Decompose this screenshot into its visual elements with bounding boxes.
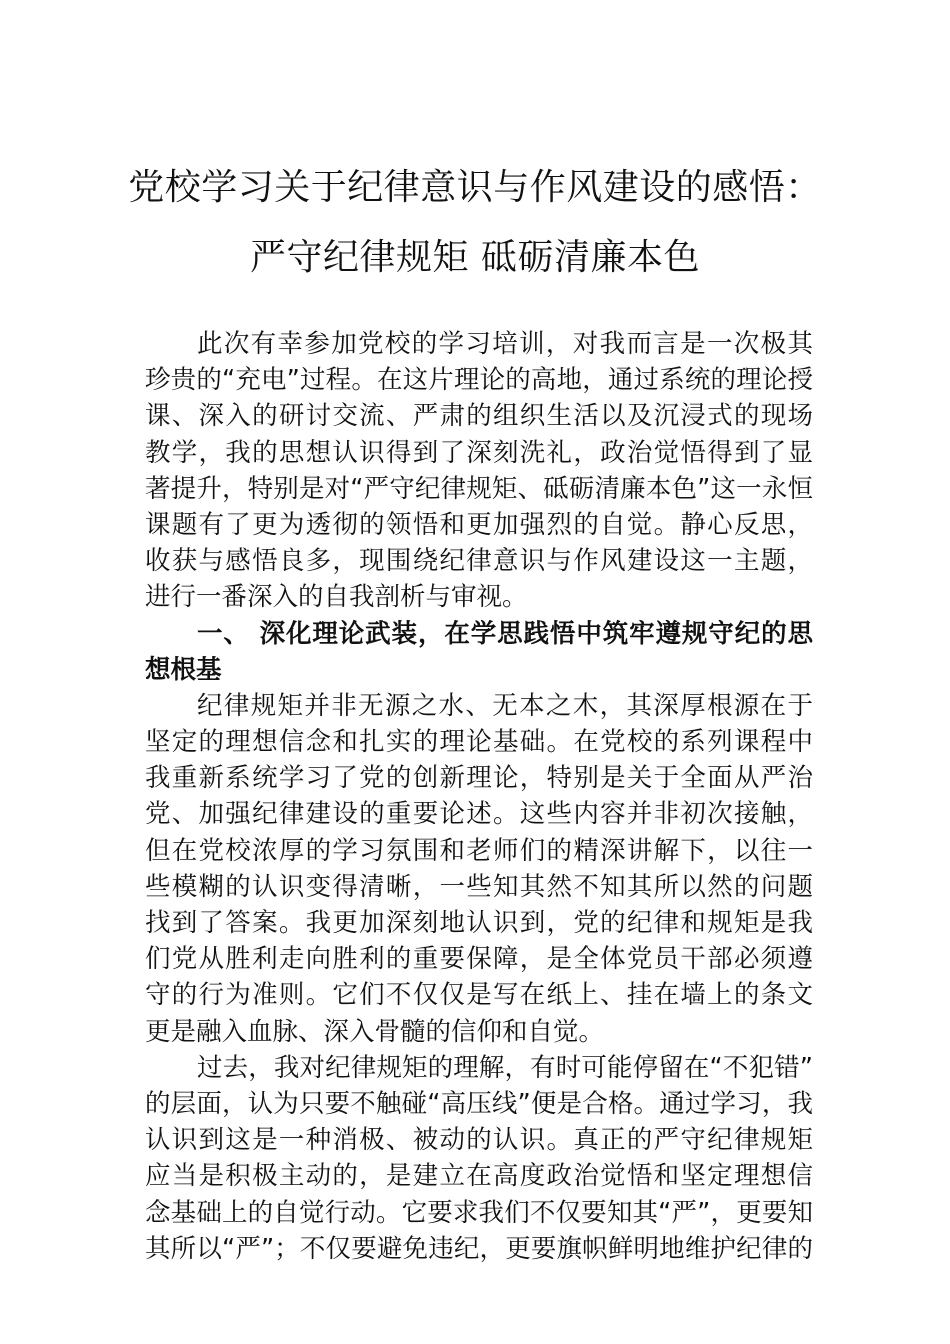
body-line: 坚定的理想信念和扎实的理论基础。在党校的系列课程中 [145,727,813,758]
body-line: 们党从胜利走向胜利的重要保障，是全体党员干部必须遵 [145,944,813,975]
body-line: 纪律规矩并非无源之水、无本之木，其深厚根源在于 [197,690,813,721]
body-line: 课、深入的研讨交流、严肃的组织生活以及沉浸式的现场 [145,401,813,432]
document-title: 党校学习关于纪律意识与作风建设的感悟： [128,167,822,208]
body-line: 念基础上的自觉行动。它要求我们不仅要知其“严”，更要知 [145,1197,813,1228]
body-line: 珍贵的“充电”过程。在这片理论的高地，通过系统的理论授 [145,365,813,396]
body-line: 过去，我对纪律规矩的理解，有时可能停留在“不犯错” [197,1052,813,1083]
body-line: 更是融入血脉、深入骨髓的信仰和自觉。 [145,1016,605,1047]
section-heading: 一、 深化理论武装，在学思践悟中筑牢遵规守纪的思 [197,618,813,649]
body-line: 认识到这是一种消极、被动的认识。真正的严守纪律规矩 [145,1125,813,1156]
body-line: 教学，我的思想认识得到了深刻洗礼，政治觉悟得到了显 [145,437,813,468]
body-line: 其所以“严”；不仅要避免违纪，更要旗帜鲜明地维护纪律的 [145,1233,813,1264]
body-line: 此次有幸参加党校的学习培训，对我而言是一次极其 [197,329,813,359]
body-line: 的层面，认为只要不触碰“高压线”便是合格。通过学习，我 [145,1088,813,1119]
document-body [145,326,813,1267]
body-line: 著提升，特别是对“严守纪律规矩、砥砺清廉本色”这一永恒 [145,473,813,504]
body-line: 些模糊的认识变得清晰，一些知其然不知其所以然的问题 [145,871,813,902]
body-line: 课题有了更为透彻的领悟和更加强烈的自觉。静心反思， [145,509,813,540]
body-line: 进行一番深入的自我剖析与审视。 [145,582,528,613]
body-line: 但在党校浓厚的学习氛围和老师们的精深讲解下，以往一 [145,835,813,866]
section-heading: 想根基 [145,654,222,685]
body-line: 找到了答案。我更加深刻地认识到，党的纪律和规矩是我 [145,908,813,938]
body-line: 我重新系统学习了党的创新理论，特别是关于全面从严治 [145,763,813,794]
document-subtitle: 严守纪律规矩 砥砺清廉本色 [250,237,700,278]
body-line: 党、加强纪律建设的重要论述。这些内容并非初次接触， [145,799,813,830]
body-line: 守的行为准则。它们不仅仅是写在纸上、挂在墙上的条文 [145,980,813,1011]
body-line: 应当是积极主动的，是建立在高度政治觉悟和坚定理想信 [145,1161,813,1192]
body-line: 收获与感悟良多，现围绕纪律意识与作风建设这一主题， [145,546,813,577]
